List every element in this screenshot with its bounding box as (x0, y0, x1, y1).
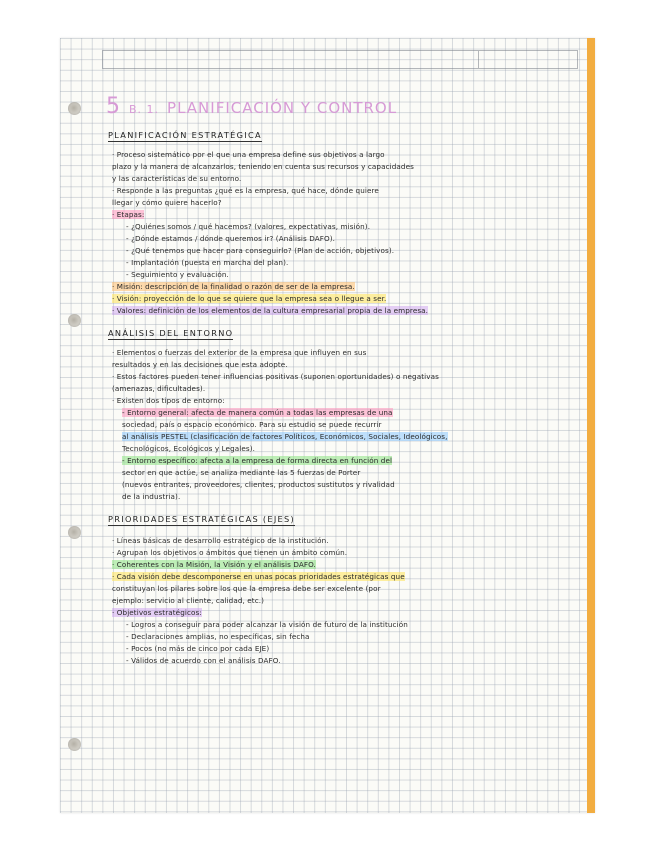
note-line: - Logros a conseguir para poder alcanzar la visión de futuro de la institución (126, 620, 408, 629)
note-line: sector en que actúe, se analiza mediante las 5 fuerzas de Porter (122, 468, 361, 477)
highlight-valores: · Valores: definición de los elementos de la cultura empresarial propia de la empresa. (112, 306, 429, 315)
highlight-coherentes: · Coherentes con la Misión, la Visión y el análisis DAFO. (112, 560, 316, 569)
note-line: - Declaraciones amplias, no específicas, sin fecha (126, 632, 310, 641)
title-prefix: B. 1. (129, 103, 160, 116)
page-title (106, 94, 397, 119)
note-line (112, 306, 581, 315)
section-heading-prioridades: PRIORIDADES ESTRATÉGICAS (EJES) (108, 514, 296, 524)
note-line: · Elementos o fuerzas del exterior de la empresa que influyen en sus (112, 348, 367, 357)
highlight-objetivos: · Objetivos estratégicos: (112, 608, 202, 617)
note-line: - Pocos (no más de cinco por cada EJE) (126, 644, 270, 653)
note-line: · Estos factores pueden tener influencias positivas (suponen oportunidades) o negativas (112, 372, 439, 381)
punch-hole-icon (68, 526, 81, 539)
note-line (112, 572, 581, 581)
note-line: - ¿Quiénes somos / qué hacemos? (valores, expectativas, misión). (126, 222, 371, 231)
note-line (112, 294, 581, 303)
page-header-box (102, 50, 578, 69)
highlight-entorno-especifico: - Entorno específico: afecta a la empresa de forma directa en función del (122, 456, 393, 465)
punch-hole-icon (68, 314, 81, 327)
note-line: · Responde a las preguntas ¿qué es la empresa, qué hace, dónde quiere (112, 186, 379, 195)
highlight-pestel: al análisis PESTEL (clasificación de factores Políticos, Económicos, Sociales, Ideológicos, (122, 432, 448, 441)
note-line: (nuevos entrantes, proveedores, clientes, productos sustitutos y rivalidad (122, 480, 395, 489)
note-line: plazo y la manera de alcanzarlos, teniendo en cuenta sus recursos y capacidades (112, 162, 414, 171)
highlight-vision: · Visión: proyección de lo que se quiere que la empresa sea o llegue a ser. (112, 294, 387, 303)
note-line: · Líneas básicas de desarrollo estratégico de la institución. (112, 536, 329, 545)
note-line: · Proceso sistemático por el que una empresa define sus objetivos a largo (112, 150, 385, 159)
note-line: Tecnológicos, Ecológicos y Legales). (122, 444, 255, 453)
note-line: - ¿Qué tenemos que hacer para conseguirlo? (Plan de acción, objetivos). (126, 246, 395, 255)
note-line: (amenazas, dificultades). (112, 384, 206, 393)
header-divider (478, 51, 479, 68)
note-line: resultados y en las decisiones que esta adopte. (112, 360, 288, 369)
highlight-entorno-general: - Entorno general: afecta de manera común a todas las empresas de una (122, 408, 393, 417)
orange-margin-strip (587, 38, 595, 813)
note-line: · Existen dos tipos de entorno: (112, 396, 225, 405)
note-line: - ¿Dónde estamos / dónde queremos ir? (Análisis DAFO). (126, 234, 336, 243)
note-line: - Válidos de acuerdo con el análisis DAFO. (126, 656, 281, 665)
note-line: llegar y cómo quiere hacerlo? (112, 198, 222, 207)
note-line: y las características de su entorno. (112, 174, 242, 183)
punch-hole-icon (68, 738, 81, 751)
notebook-page (60, 38, 595, 813)
title-text: PLANIFICACIÓN Y CONTROL (167, 99, 398, 117)
note-line (112, 210, 581, 219)
note-line: sociedad, país o espacio económico. Para su estudio se puede recurrir (122, 420, 382, 429)
note-line (122, 432, 581, 441)
note-line (112, 608, 581, 617)
highlight-etapas: · Etapas: (112, 210, 145, 219)
section-heading-planificacion: PLANIFICACIÓN ESTRATÉGICA (108, 130, 262, 140)
section-heading-entorno: ANÁLISIS DEL ENTORNO (108, 328, 234, 338)
note-line (112, 282, 581, 291)
note-line: ejemplo: servicio al cliente, calidad, etc.) (112, 596, 265, 605)
highlight-prioridades: · Cada visión debe descomponerse en unas pocas prioridades estratégicas que (112, 572, 405, 581)
note-line: de la industria). (122, 492, 181, 501)
highlight-mision: · Misión: descripción de la finalidad o razón de ser de la empresa. (112, 282, 355, 291)
title-number: 5 (106, 94, 121, 119)
note-line (122, 408, 581, 417)
note-line: constituyan los pilares sobre los que la empresa debe ser excelente (por (112, 584, 381, 593)
note-line: - Seguimiento y evaluación. (126, 270, 229, 279)
note-line (122, 456, 581, 465)
punch-hole-icon (68, 102, 81, 115)
note-line: · Agrupan los objetivos o ámbitos que tienen un ámbito común. (112, 548, 348, 557)
note-line (112, 560, 581, 569)
note-line: - Implantación (puesta en marcha del plan). (126, 258, 289, 267)
